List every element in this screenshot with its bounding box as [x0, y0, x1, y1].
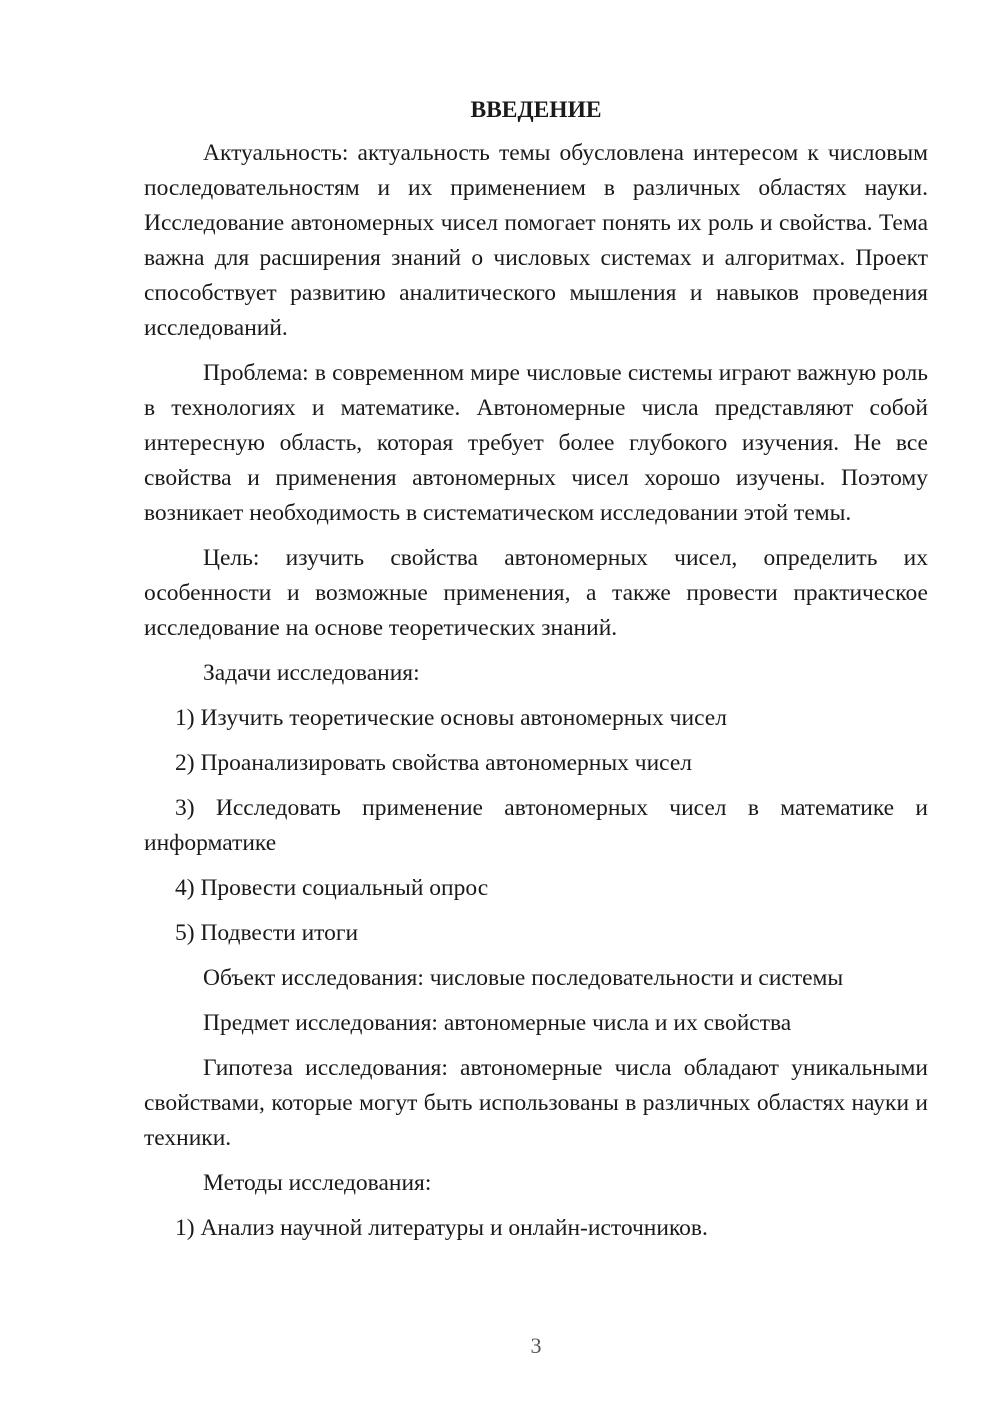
hypothesis-paragraph: Гипотеза исследования: автономерные числа обладают уникальными свойствами, которые могут быть использованы в различных областях науки и техники.: [144, 1055, 928, 1151]
relevance-paragraph: Актуальность: актуальность темы обусловлена интересом к числовым последовательностям и их применением в различных областях науки. Исследование автономерных чисел помогает понять их роль и свойства. Тема важна для расширения знаний о числовых системах и алгоритмах. Проект способствует развитию аналитического мышления и навыков проведения исследований.: [144, 140, 928, 341]
research-object: Объект исследования: числовые последовательности и системы: [203, 965, 844, 991]
page-content: [144, 93, 928, 1256]
page-number: 3: [530, 1333, 542, 1358]
task-item-2: 2) Проанализировать свойства автономерных чисел: [175, 750, 693, 776]
methods-title: Методы исследования:: [203, 1170, 432, 1196]
task-item-5: 5) Подвести итоги: [175, 920, 359, 946]
tasks-title: Задачи исследования:: [203, 660, 420, 686]
research-subject: Предмет исследования: автономерные числа и их свойства: [203, 1010, 792, 1036]
goal-paragraph: Цель: изучить свойства автономерных чисел, определить их особенности и возможные применения, а также провести практическое исследование на основе теоретических знаний.: [144, 545, 928, 641]
task-item-1: 1) Изучить теоретические основы автономерных чисел: [175, 705, 727, 731]
problem-paragraph: Проблема: в современном мире числовые системы играют важную роль в технологиях и математике. Автономерные числа представляют собой интересную область, которая требует более глубокого изучения. Не все свойства и применения автономерных чисел хорошо изучены. Поэтому возникает необходимость в систематическом исследовании этой темы.: [144, 360, 928, 526]
task-item-3: 3) Исследовать применение автономерных чисел в математике и информатике: [144, 795, 928, 856]
method-item-1: 1) Анализ научной литературы и онлайн-источников.: [175, 1215, 708, 1241]
task-item-4: 4) Провести социальный опрос: [175, 875, 489, 901]
section-heading: ВВЕДЕНИЕ: [470, 97, 602, 123]
